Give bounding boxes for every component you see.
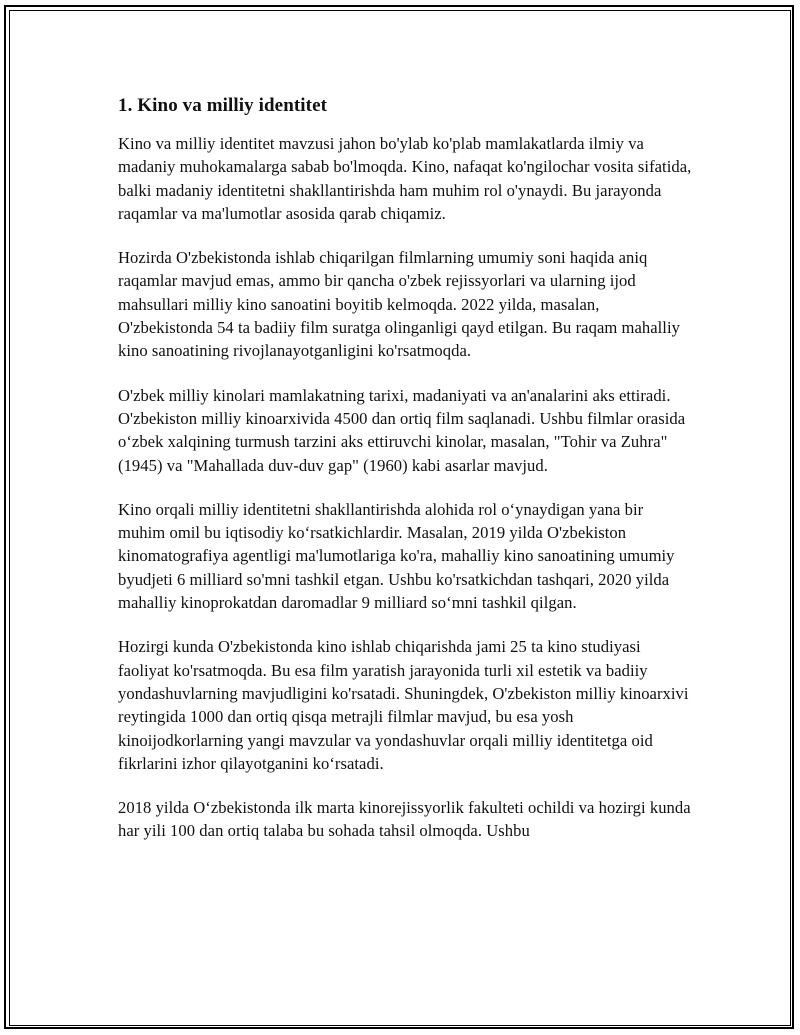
paragraph-3: O'zbek milliy kinolari mamlakatning tarixi, madaniyati va an'analarini aks ettiradi. O'zbekiston milliy kinoarxivida 4500 dan ortiq film saqlanadi. Ushbu filmlar orasida o‘zbek xalqining turmush tarzini aks ettiruvchi kinolar, masalan, "Tohir va Zuhra" (1945) va "Mahallada duv-duv gap" (1960) kabi asarlar mavjud. xyxy=(118,385,686,475)
document-body xyxy=(118,92,693,864)
paragraph-1: Kino va milliy identitet mavzusi jahon bo'ylab ko'plab mamlakatlarda ilmiy va madaniy muhokamalarga sabab bo'lmoqda. Kino, nafaqat ko'ngilochar vosita sifatida, balki madaniy identitetni shakllantirishda ham muhim rol o'ynaydi. Bu jarayonda raqamlar va ma'lumotlar asosida qarab chiqamiz. xyxy=(118,134,692,223)
paragraph-2: Hozirda O'zbekistonda ishlab chiqarilgan filmlarning umumiy soni haqida aniq raqamlar mavjud emas, ammo bir qancha o'zbek rejissyorlari va ularning ijod mahsullari milliy kino sanoatini boyitib kelmoqda. 2022 yilda, masalan, O'zbekistonda 54 ta badiiy film suratga olinganligi qayd etilgan. Bu raqam mahalliy kino sanoatining rivojlanayotganligini ko'rsatmoqda. xyxy=(118,248,680,361)
paragraph-5: Hozirgi kunda O'zbekistonda kino ishlab chiqarishda jami 25 ta kino studiyasi faoliyat ko'rsatmoqda. Bu esa film yaratish jarayonida turli xil estetik va badiiy yondashuvlarning mavjudligini ko'rsatadi. Shuningdek, O'zbekiston milliy kinoarxivi reytingida 1000 dan ortiq qisqa metrajli filmlar mavjud, bu esa yosh kinoijodkorlarning yangi mavzular va yondashuvlar orqali milliy identitetga oid fikrlarini izhor qilayotganini ko‘rsatadi. xyxy=(118,637,689,773)
section-heading: 1. Kino va milliy identitet xyxy=(118,95,328,116)
paragraph-6: 2018 yilda O‘zbekistonda ilk marta kinorejissyorlik fakulteti ochildi va hozirgi kunda har yili 100 dan ortiq talaba bu sohada tahsil olmoqda. Ushbu xyxy=(118,798,691,841)
paragraph-4: Kino orqali milliy identitetni shakllantirishda alohida rol o‘ynaydigan yana bir muhim omil bu iqtisodiy ko‘rsatkichlardir. Masalan, 2019 yilda O'zbekiston kinomatografiya agentligi ma'lumotlariga ko'ra, mahalliy kino sanoatining umumiy byudjeti 6 milliard so'mni tashkil etgan. Ushbu ko'rsatkichdan tashqari, 2020 yilda mahalliy kinoprokatdan daromadlar 9 milliard so‘mni tashkil qilgan. xyxy=(118,499,675,613)
